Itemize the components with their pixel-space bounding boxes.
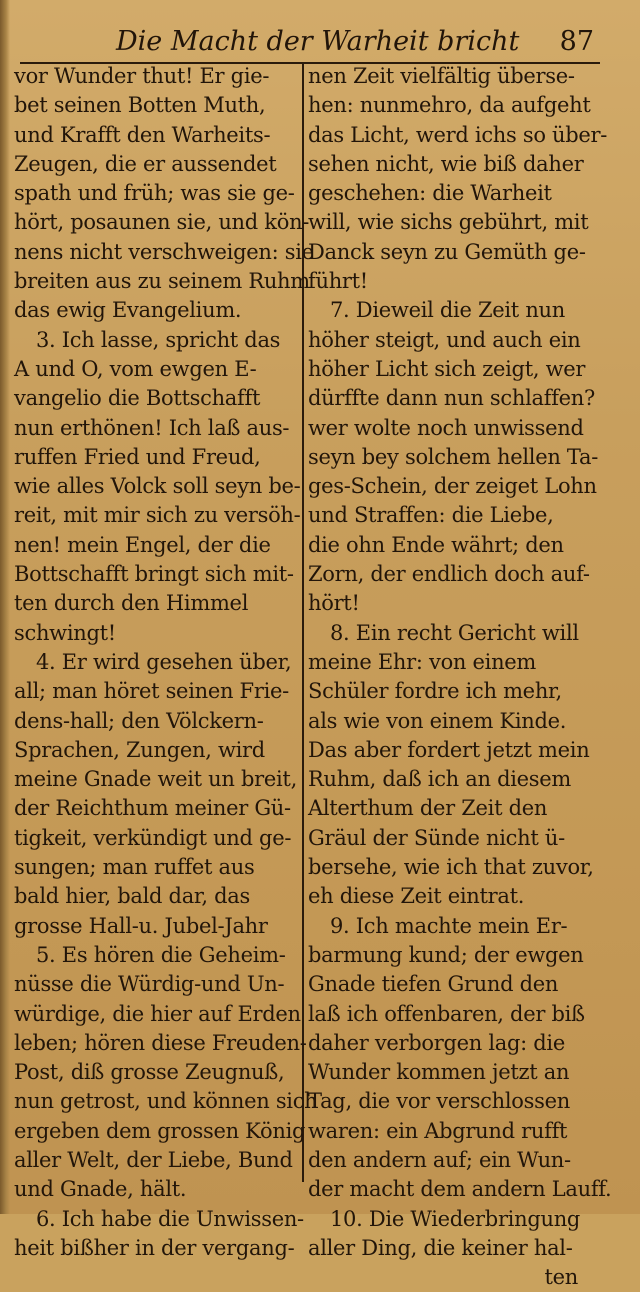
text-line: Ruhm, daß ich an diesem xyxy=(308,767,571,792)
left-column xyxy=(14,62,318,1260)
text-line: breiten aus zu seinem Ruhm xyxy=(14,269,310,294)
text-line: Zorn, der endlich doch auf- xyxy=(308,562,590,587)
text-line: sungen; man ruffet aus xyxy=(14,855,255,880)
text-line: 10. Die Wiederbringung xyxy=(330,1206,581,1231)
text-line: will, wie sichs gebührt, mit xyxy=(308,210,589,235)
text-line: Post, diß grosse Zeugnuß, xyxy=(14,1060,285,1085)
text-line: hört, posaunen sie, und kön- xyxy=(14,210,310,235)
text-line: nun erthönen! Ich laß aus- xyxy=(14,415,290,440)
text-line: dürffte dann nun schlaffen? xyxy=(308,386,595,411)
text-line: heit bißher in der vergang- xyxy=(14,1235,295,1260)
text-line: Schüler fordre ich mehr, xyxy=(308,679,562,704)
text-line: 5. Es hören die Geheim- xyxy=(36,942,286,967)
text-line: nen! mein Engel, der die xyxy=(14,532,271,557)
text-line: all; man höret seinen Frie- xyxy=(14,679,289,704)
running-title: Die Macht der Warheit bricht xyxy=(116,26,520,57)
text-line: ruffen Fried und Freud, xyxy=(14,444,261,469)
text-line: als wie von einem Kinde. xyxy=(308,708,567,733)
text-line: höher Licht sich zeigt, wer xyxy=(308,356,586,381)
text-line: 3. Ich lasse, spricht das xyxy=(36,327,281,352)
text-line: schwingt! xyxy=(14,620,116,645)
text-line: der macht dem andern Lauff. xyxy=(308,1177,612,1202)
page-number: 87 xyxy=(559,26,594,57)
text-line: das Licht, werd ichs so über- xyxy=(308,122,608,147)
text-line: und Krafft den Warheits- xyxy=(14,122,271,147)
text-line: den andern auf; ein Wun- xyxy=(308,1147,571,1172)
text-line: grosse Hall-u. Jubel-Jahr xyxy=(14,913,268,938)
text-line: würdige, die hier auf Erden xyxy=(14,1001,301,1026)
text-line: nens nicht verschweigen: sie xyxy=(14,239,314,264)
text-line: seyn bey solchem hellen Ta- xyxy=(308,444,599,469)
text-line: ergeben dem grossen König xyxy=(14,1118,306,1143)
text-line: führt! xyxy=(308,269,368,294)
text-line: nen Zeit vielfältig überse- xyxy=(308,64,575,88)
text-line: nüsse die Würdig-und Un- xyxy=(14,972,285,997)
text-line: Bottschafft bringt sich mit- xyxy=(14,562,294,587)
text-line: geschehen: die Warheit xyxy=(308,181,552,206)
text-line: ten durch den Himmel xyxy=(14,591,249,616)
page-gutter-shadow xyxy=(0,0,10,1214)
text-line: Danck seyn zu Gemüth ge- xyxy=(308,239,586,264)
text-line: das ewig Evangelium. xyxy=(14,298,242,323)
text-line: hört! xyxy=(308,591,360,616)
text-line: wie alles Volck soll seyn be- xyxy=(14,474,301,499)
text-line: 9. Ich machte mein Er- xyxy=(330,913,568,938)
text-line: 7. Dieweil die Zeit nun xyxy=(330,298,565,323)
text-line: die ohn Ende währt; den xyxy=(308,532,564,557)
text-line: meine Gnade weit un breit, xyxy=(14,767,297,792)
text-line: 8. Ein recht Gericht will xyxy=(330,620,579,645)
text-line: bald hier, bald dar, das xyxy=(14,884,250,909)
text-line: ten xyxy=(544,1265,578,1290)
text-line: wer wolte noch unwissend xyxy=(308,415,584,440)
text-line: eh diese Zeit eintrat. xyxy=(308,884,525,909)
text-line: und Gnade, hält. xyxy=(14,1177,187,1202)
text-line: daher verborgen lag: die xyxy=(308,1030,565,1055)
text-line: sehen nicht, wie biß daher xyxy=(308,151,584,176)
text-line: aller Ding, die keiner hal- xyxy=(308,1235,573,1260)
text-line: aller Welt, der Liebe, Bund xyxy=(14,1147,293,1172)
text-line: ges-Schein, der zeiget Lohn xyxy=(308,474,597,499)
text-line: reit, mit mir sich zu versöh- xyxy=(14,503,301,528)
text-line: Wunder kommen jetzt an xyxy=(308,1060,570,1085)
text-line: hen: nunmehro, da aufgeht xyxy=(308,93,591,118)
text-line: 6. Ich habe die Unwissen- xyxy=(36,1206,304,1231)
text-line: Sprachen, Zungen, wird xyxy=(14,737,265,762)
text-line: bet seinen Botten Muth, xyxy=(14,93,266,118)
text-line: Alterthum der Zeit den xyxy=(308,796,548,821)
text-line: Gnade tiefen Grund den xyxy=(308,972,559,997)
text-line: spath und früh; was sie ge- xyxy=(14,181,295,206)
text-line: Tag, die vor verschlossen xyxy=(308,1089,570,1114)
text-line: meine Ehr: von einem xyxy=(308,649,537,674)
text-line: barmung kund; der ewgen xyxy=(308,942,584,967)
text-line: Zeugen, die er aussendet xyxy=(14,151,277,176)
text-line: tigkeit, verkündigt und ge- xyxy=(14,825,292,850)
text-line: waren: ein Abgrund rufft xyxy=(308,1118,568,1143)
text-line: vor Wunder thut! Er gie- xyxy=(14,64,270,88)
text-line: und Straffen: die Liebe, xyxy=(308,503,554,528)
text-line: dens-hall; den Völckern- xyxy=(14,708,264,733)
text-line: höher steigt, und auch ein xyxy=(308,327,581,352)
text-line: leben; hören diese Freuden- xyxy=(14,1030,307,1055)
text-line: Das aber fordert jetzt mein xyxy=(308,737,590,762)
right-column xyxy=(308,62,612,1290)
text-line: bersehe, wie ich that zuvor, xyxy=(308,855,594,880)
text-line: Gräul der Sünde nicht ü- xyxy=(308,825,565,850)
text-line: nun getrost, und können sich xyxy=(14,1089,318,1114)
text-line: 4. Er wird gesehen über, xyxy=(36,649,292,674)
running-head xyxy=(20,24,620,64)
text-line: laß ich offenbaren, der biß xyxy=(308,1001,585,1026)
text-line: A und O, vom ewgen E- xyxy=(14,356,257,381)
text-line: der Reichthum meiner Gü- xyxy=(14,796,291,821)
text-line: vangelio die Bottschafft xyxy=(14,386,261,411)
